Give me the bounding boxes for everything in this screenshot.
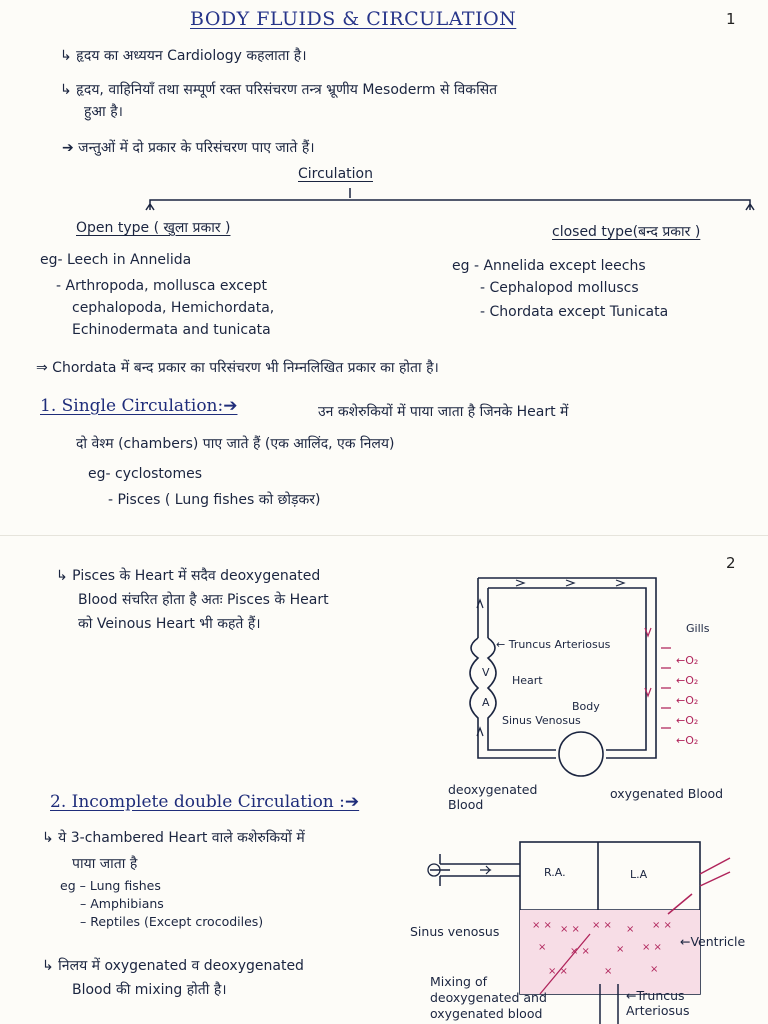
open-type-label: Open type ( खुला प्रकार ) xyxy=(76,220,231,236)
closed-type-label: closed type(बन्द प्रकार ) xyxy=(552,224,701,240)
tree-root-label: Circulation xyxy=(298,166,373,182)
oxygen-label: ←O₂ xyxy=(676,654,699,667)
open-example: Echinodermata and tunicata xyxy=(72,322,271,338)
atrium-letter: A xyxy=(482,696,490,709)
ventricle-label: ←Ventricle xyxy=(680,934,746,949)
closed-example: - Chordata except Tunicata xyxy=(480,304,669,320)
text-line: – Amphibians xyxy=(80,896,164,911)
text-line: – Reptiles (Except crocodiles) xyxy=(80,914,264,929)
oxygen-label: ←O₂ xyxy=(676,734,699,747)
text-line: Blood की mixing होती है। xyxy=(72,982,227,998)
svg-text:× ×: × × xyxy=(570,946,590,957)
text-line: ↳ Pisces के Heart में सदैव deoxygenated xyxy=(56,568,321,584)
oxygen-label: ←O₂ xyxy=(676,714,699,727)
right-atrium-label: R.A. xyxy=(544,866,566,879)
deoxygenated-label: deoxygenated Blood xyxy=(448,782,538,812)
ventricle-letter: V xyxy=(482,666,490,679)
text-line: eg- cyclostomes xyxy=(88,466,203,482)
page-title: BODY FLUIDS & CIRCULATION xyxy=(190,8,517,30)
text-line: ➔ जन्तुओं में दो प्रकार के परिसंचरण पाए जाते हैं। xyxy=(62,140,315,156)
svg-text:×: × xyxy=(650,964,659,975)
svg-text:× ×: × × xyxy=(532,920,552,931)
svg-text:× ×: × × xyxy=(592,920,612,931)
text-line: दो वेश्म (chambers) पाए जाते हैं (एक आलिंद, एक निलय) xyxy=(76,436,395,452)
gills-label: Gills xyxy=(686,622,710,635)
svg-text:× ×: × × xyxy=(642,942,662,953)
svg-text:× ×: × × xyxy=(560,924,580,935)
svg-text:× ×: × × xyxy=(652,920,672,931)
oxygen-label: ←O₂ xyxy=(676,694,699,707)
sinus-label: Sinus Venosus xyxy=(502,714,581,727)
left-atrium-label: L.A xyxy=(630,868,648,881)
truncus-label: ←Truncus Arteriosus xyxy=(626,988,690,1018)
text-line: ↳ निलय में oxygenated व deoxygenated xyxy=(42,958,304,974)
sinus-venosus-label: Sinus venosus xyxy=(410,924,500,939)
text-line: पाया जाता है xyxy=(72,856,138,872)
section-heading: 2. Incomplete double Circulation :➔ xyxy=(50,792,360,812)
svg-text:×: × xyxy=(626,924,635,935)
truncus-label: ← Truncus Arteriosus xyxy=(496,638,611,651)
page-number: 2 xyxy=(726,554,736,572)
text-line: ⇒ Chordata में बन्द प्रकार का परिसंचरण भी निम्नलिखित प्रकार का होता है। xyxy=(36,360,439,376)
svg-text:×: × xyxy=(538,942,547,953)
text-line: ↳ हृदय का अध्ययन Cardiology कहलाता है। xyxy=(60,48,307,64)
text-line: ↳ ये 3-chambered Heart वाले कशेरुकियों में xyxy=(42,830,305,846)
open-example: eg- Leech in Annelida xyxy=(40,252,192,268)
heart-label: Heart xyxy=(512,674,543,687)
svg-text:× ×: × × xyxy=(548,966,568,977)
page-divider xyxy=(0,535,768,536)
text-line: हुआ है। xyxy=(84,104,123,120)
text-line: - Pisces ( Lung fishes को छोड़कर) xyxy=(108,492,321,508)
open-example: cephalopoda, Hemichordata, xyxy=(72,300,275,316)
mixing-label: Mixing of deoxygenated and oxygenated blood xyxy=(430,974,547,1021)
section-heading: 1. Single Circulation:➔ xyxy=(40,396,238,416)
text-line: eg – Lung fishes xyxy=(60,878,161,893)
page-number: 1 xyxy=(726,10,736,28)
text-line: Blood संचरित होता है अतः Pisces के Heart xyxy=(78,592,329,608)
body-label: Body xyxy=(572,700,600,713)
closed-example: - Cephalopod molluscs xyxy=(480,280,639,296)
closed-example: eg - Annelida except leechs xyxy=(452,258,646,274)
text-line: ↳ हृदय, वाहिनियाँ तथा सम्पूर्ण रक्त परिसंचरण तन्त्र भ्रूणीय Mesoderm से विकसित xyxy=(60,82,498,98)
single-circulation-diagram xyxy=(456,568,756,808)
text-line: को Veinous Heart भी कहते हैं। xyxy=(78,616,261,632)
oxygenated-label: oxygenated Blood xyxy=(610,786,724,801)
text-line: उन कशेरुकियों में पाया जाता है जिनके Heart में xyxy=(318,404,569,420)
oxygen-label: ←O₂ xyxy=(676,674,699,687)
svg-text:×: × xyxy=(604,966,613,977)
open-example: - Arthropoda, mollusca except xyxy=(56,278,267,294)
svg-text:×: × xyxy=(616,944,625,955)
